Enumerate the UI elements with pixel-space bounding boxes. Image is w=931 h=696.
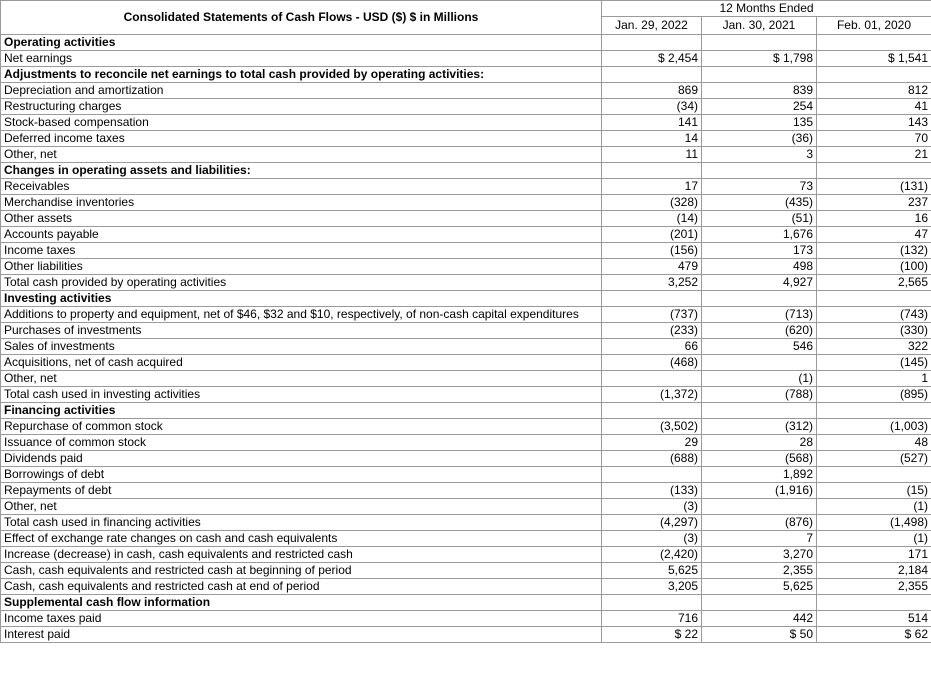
cell-value: 1 [817, 371, 931, 387]
row-label: Effect of exchange rate changes on cash and cash equivalents [1, 531, 602, 547]
row-label: Accounts payable [1, 227, 602, 243]
cell-value: (688) [602, 451, 702, 467]
row-label: Interest paid [1, 627, 602, 643]
cell-value: (51) [702, 211, 817, 227]
table-row [1, 627, 931, 643]
cell-value: 812 [817, 83, 931, 99]
table-row [1, 195, 931, 211]
table-row [1, 499, 931, 515]
row-label: Additions to property and equipment, net of $46, $32 and $10, respectively, of non-cash capital expenditures [1, 307, 602, 323]
cell-value: 1,676 [702, 227, 817, 243]
cell-value: 716 [602, 611, 702, 627]
row-label: Purchases of investments [1, 323, 602, 339]
row-label: Cash, cash equivalents and restricted cash at end of period [1, 579, 602, 595]
row-label: Financing activities [1, 403, 602, 419]
cell-value: 254 [702, 99, 817, 115]
row-label: Receivables [1, 179, 602, 195]
section-header-row [1, 67, 931, 83]
table-row [1, 147, 931, 163]
row-label: Income taxes paid [1, 611, 602, 627]
section-header-row [1, 35, 931, 51]
cell-value [602, 403, 702, 419]
cell-value [702, 67, 817, 83]
cell-value: (34) [602, 99, 702, 115]
table-row [1, 483, 931, 499]
cell-value: (145) [817, 355, 931, 371]
row-label: Other, net [1, 147, 602, 163]
cell-value: 442 [702, 611, 817, 627]
cell-value: 322 [817, 339, 931, 355]
cell-value: 173 [702, 243, 817, 259]
cell-value: (1,003) [817, 419, 931, 435]
cell-value: (568) [702, 451, 817, 467]
cell-value: (620) [702, 323, 817, 339]
table-row [1, 547, 931, 563]
table-row [1, 531, 931, 547]
row-label: Repurchase of common stock [1, 419, 602, 435]
table-row [1, 355, 931, 371]
cell-value: 839 [702, 83, 817, 99]
row-label: Sales of investments [1, 339, 602, 355]
cell-value [702, 355, 817, 371]
row-label: Other, net [1, 371, 602, 387]
cell-value: 66 [602, 339, 702, 355]
cell-value: 70 [817, 131, 931, 147]
table-row [1, 371, 931, 387]
table-row [1, 579, 931, 595]
cell-value: (132) [817, 243, 931, 259]
cell-value: (435) [702, 195, 817, 211]
table-row [1, 227, 931, 243]
cell-value: 3 [702, 147, 817, 163]
table-row [1, 323, 931, 339]
cell-value: (788) [702, 387, 817, 403]
cell-value [817, 67, 931, 83]
cell-value [702, 291, 817, 307]
row-label: Borrowings of debt [1, 467, 602, 483]
cell-value: 5,625 [702, 579, 817, 595]
table-body [1, 35, 931, 643]
table-row [1, 467, 931, 483]
cell-value [817, 35, 931, 51]
cell-value: (1,498) [817, 515, 931, 531]
row-label: Stock-based compensation [1, 115, 602, 131]
cell-value [602, 67, 702, 83]
cell-value: $ 2,454 [602, 51, 702, 67]
cell-value: (3) [602, 531, 702, 547]
cell-value: 4,927 [702, 275, 817, 291]
row-label: Supplemental cash flow information [1, 595, 602, 611]
table-row [1, 611, 931, 627]
cell-value: 47 [817, 227, 931, 243]
cell-value [602, 291, 702, 307]
cell-value: 11 [602, 147, 702, 163]
cell-value: 498 [702, 259, 817, 275]
row-label: Increase (decrease) in cash, cash equivalents and restricted cash [1, 547, 602, 563]
table-row [1, 243, 931, 259]
cell-value: 2,355 [817, 579, 931, 595]
cell-value: 135 [702, 115, 817, 131]
cell-value: 14 [602, 131, 702, 147]
cell-value: (330) [817, 323, 931, 339]
cell-value: (328) [602, 195, 702, 211]
row-label: Total cash used in financing activities [1, 515, 602, 531]
cell-value: 7 [702, 531, 817, 547]
cell-value [702, 595, 817, 611]
cell-value: 28 [702, 435, 817, 451]
cell-value [817, 291, 931, 307]
cell-value: 546 [702, 339, 817, 355]
section-header-row [1, 291, 931, 307]
cell-value: (2,420) [602, 547, 702, 563]
cell-value: (743) [817, 307, 931, 323]
cell-value [702, 35, 817, 51]
cell-value: 48 [817, 435, 931, 451]
row-label: Other assets [1, 211, 602, 227]
cell-value: 41 [817, 99, 931, 115]
cell-value: 479 [602, 259, 702, 275]
cell-value: (133) [602, 483, 702, 499]
cell-value: (876) [702, 515, 817, 531]
cell-value: 2,355 [702, 563, 817, 579]
cell-value: (131) [817, 179, 931, 195]
row-label: Acquisitions, net of cash acquired [1, 355, 602, 371]
cell-value: 5,625 [602, 563, 702, 579]
cell-value [817, 163, 931, 179]
cell-value: (14) [602, 211, 702, 227]
section-header-row [1, 403, 931, 419]
cell-value [702, 403, 817, 419]
cell-value: $ 22 [602, 627, 702, 643]
cell-value: (156) [602, 243, 702, 259]
cell-value: (15) [817, 483, 931, 499]
cell-value [817, 403, 931, 419]
cell-value: 16 [817, 211, 931, 227]
cell-value: 21 [817, 147, 931, 163]
table-title: Consolidated Statements of Cash Flows - USD ($) $ in Millions [1, 1, 602, 35]
table-row [1, 275, 931, 291]
cell-value [817, 467, 931, 483]
cell-value: $ 50 [702, 627, 817, 643]
table-row [1, 115, 931, 131]
row-label: Total cash provided by operating activities [1, 275, 602, 291]
table-row [1, 259, 931, 275]
cell-value: 2,184 [817, 563, 931, 579]
table-row [1, 179, 931, 195]
cell-value: (100) [817, 259, 931, 275]
table-row [1, 515, 931, 531]
cell-value [602, 163, 702, 179]
cell-value: 1,892 [702, 467, 817, 483]
table-row [1, 131, 931, 147]
cell-value: 143 [817, 115, 931, 131]
cell-value: 3,252 [602, 275, 702, 291]
cell-value: 73 [702, 179, 817, 195]
column-header-2022: Jan. 29, 2022 [602, 17, 702, 35]
cell-value [702, 499, 817, 515]
row-label: Issuance of common stock [1, 435, 602, 451]
cell-value [602, 371, 702, 387]
cell-value [817, 595, 931, 611]
header-row-period [1, 1, 931, 17]
row-label: Cash, cash equivalents and restricted cash at beginning of period [1, 563, 602, 579]
cell-value: $ 62 [817, 627, 931, 643]
row-label: Adjustments to reconcile net earnings to total cash provided by operating activities: [1, 67, 602, 83]
cell-value: (3) [602, 499, 702, 515]
row-label: Repayments of debt [1, 483, 602, 499]
cell-value: (468) [602, 355, 702, 371]
row-label: Changes in operating assets and liabilities: [1, 163, 602, 179]
row-label: Restructuring charges [1, 99, 602, 115]
cell-value: 237 [817, 195, 931, 211]
cell-value: (1,372) [602, 387, 702, 403]
cell-value: 2,565 [817, 275, 931, 291]
table-row [1, 339, 931, 355]
row-label: Other, net [1, 499, 602, 515]
cell-value: (1) [702, 371, 817, 387]
section-header-row [1, 163, 931, 179]
cell-value: 869 [602, 83, 702, 99]
cell-value: 3,205 [602, 579, 702, 595]
row-label: Operating activities [1, 35, 602, 51]
row-label: Total cash used in investing activities [1, 387, 602, 403]
cell-value: 29 [602, 435, 702, 451]
cell-value: (527) [817, 451, 931, 467]
table-row [1, 451, 931, 467]
table-row [1, 419, 931, 435]
row-label: Depreciation and amortization [1, 83, 602, 99]
cell-value: (1) [817, 499, 931, 515]
cell-value [602, 35, 702, 51]
section-header-row [1, 595, 931, 611]
cell-value: 17 [602, 179, 702, 195]
row-label: Net earnings [1, 51, 602, 67]
row-label: Other liabilities [1, 259, 602, 275]
cell-value: (201) [602, 227, 702, 243]
cell-value: (36) [702, 131, 817, 147]
cell-value: 3,270 [702, 547, 817, 563]
table-row [1, 211, 931, 227]
table-row [1, 435, 931, 451]
table-row [1, 307, 931, 323]
period-header: 12 Months Ended [602, 1, 931, 17]
row-label: Dividends paid [1, 451, 602, 467]
cell-value [602, 595, 702, 611]
table-row [1, 51, 931, 67]
cell-value: 171 [817, 547, 931, 563]
cell-value: (1,916) [702, 483, 817, 499]
cell-value [702, 163, 817, 179]
column-header-2021: Jan. 30, 2021 [702, 17, 817, 35]
cell-value [602, 467, 702, 483]
table-row [1, 563, 931, 579]
cell-value: (713) [702, 307, 817, 323]
cell-value: (1) [817, 531, 931, 547]
cell-value: 514 [817, 611, 931, 627]
cell-value: (895) [817, 387, 931, 403]
cell-value: (233) [602, 323, 702, 339]
table-row [1, 83, 931, 99]
column-header-2020: Feb. 01, 2020 [817, 17, 931, 35]
row-label: Merchandise inventories [1, 195, 602, 211]
cell-value: (4,297) [602, 515, 702, 531]
row-label: Deferred income taxes [1, 131, 602, 147]
table-row [1, 99, 931, 115]
cell-value: $ 1,541 [817, 51, 931, 67]
cell-value: $ 1,798 [702, 51, 817, 67]
table-row [1, 387, 931, 403]
row-label: Income taxes [1, 243, 602, 259]
cell-value: (3,502) [602, 419, 702, 435]
cell-value: 141 [602, 115, 702, 131]
cell-value: (737) [602, 307, 702, 323]
row-label: Investing activities [1, 291, 602, 307]
cell-value: (312) [702, 419, 817, 435]
